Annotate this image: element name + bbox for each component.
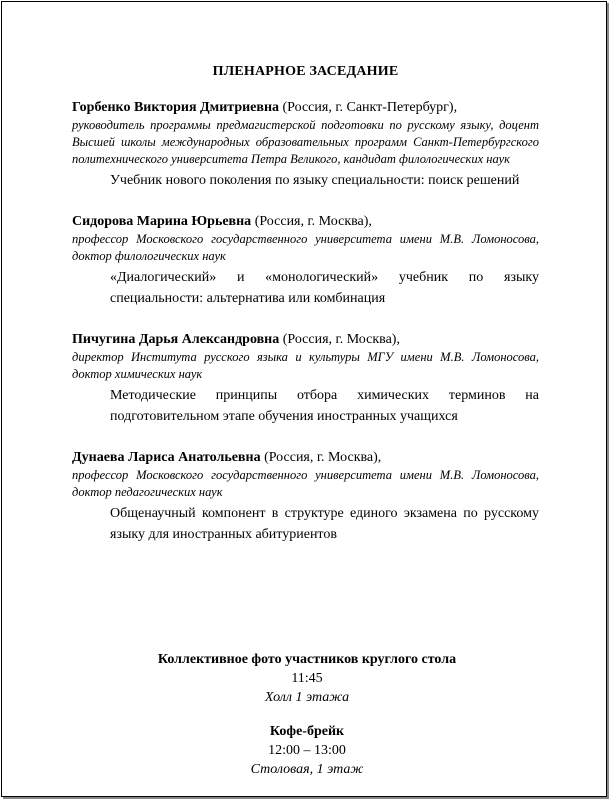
speaker-role: профессор Московского государственного университета имени М.В. Ломоносова, доктор филологических наук (72, 232, 539, 263)
section-heading: ПЛЕНАРНОЕ ЗАСЕДАНИЕ (212, 64, 399, 79)
speaker-location: (Россия, г. Санкт-Петербург), (279, 100, 458, 115)
speaker-name: Горбенко Виктория Дмитриевна (72, 100, 280, 115)
speaker-role: руководитель программы предмагистерской подготовки по русскому языку, доцент Высшей школы международных образовательных программ Санкт-Петербургского политехнического университета Петра Великого, кандидат филологических наук (72, 118, 539, 166)
event-time: 12:00 – 13:00 (268, 743, 346, 758)
speaker-name-line (72, 212, 539, 231)
speaker-entry (72, 330, 539, 427)
speaker-name-line (72, 98, 539, 117)
speaker-entry (72, 98, 539, 191)
speaker-entry (72, 448, 539, 545)
talk-title: «Диалогический» и «монологический» учебник по языку специальности: альтернатива или комбинация (110, 270, 539, 306)
event-time: 11:45 (291, 671, 323, 686)
speaker-name-line (72, 330, 539, 349)
speaker-role: профессор Московского государственного университета имени М.В. Ломоносова, доктор педагогических наук (72, 468, 539, 499)
event-coffee-break (2, 722, 610, 779)
event-place: Холл 1 этажа (264, 690, 350, 705)
event-title: Кофе-брейк (269, 724, 345, 739)
speaker-name: Пичугина Дарья Александровна (72, 332, 280, 347)
speaker-location: (Россия, г. Москва), (251, 214, 372, 229)
speaker-entry (72, 212, 539, 309)
speaker-location: (Россия, г. Москва), (279, 332, 400, 347)
event-group-photo (2, 650, 610, 707)
document-page (1, 1, 607, 797)
event-title: Коллективное фото участников круглого стола (157, 652, 457, 667)
speaker-location: (Россия, г. Москва), (260, 450, 382, 465)
event-place: Столовая, 1 этаж (250, 762, 364, 777)
speaker-name-line (72, 448, 539, 467)
talk-title: Методические принципы отбора химических терминов на подготовительном этапе обучения иностранных учащихся (110, 388, 539, 424)
speaker-name: Дунаева Лариса Анатольевна (72, 450, 261, 465)
talk-title: Общенаучный компонент в структуре единого экзамена по русскому языку для иностранных абитуриентов (110, 506, 539, 542)
talk-title: Учебник нового поколения по языку специальности: поиск решений (110, 173, 520, 188)
speaker-name: Сидорова Марина Юрьевна (72, 214, 252, 229)
speaker-role: директор Института русского языка и культуры МГУ имени М.В. Ломоносова, доктор химических наук (72, 350, 539, 381)
program-content (72, 64, 539, 566)
